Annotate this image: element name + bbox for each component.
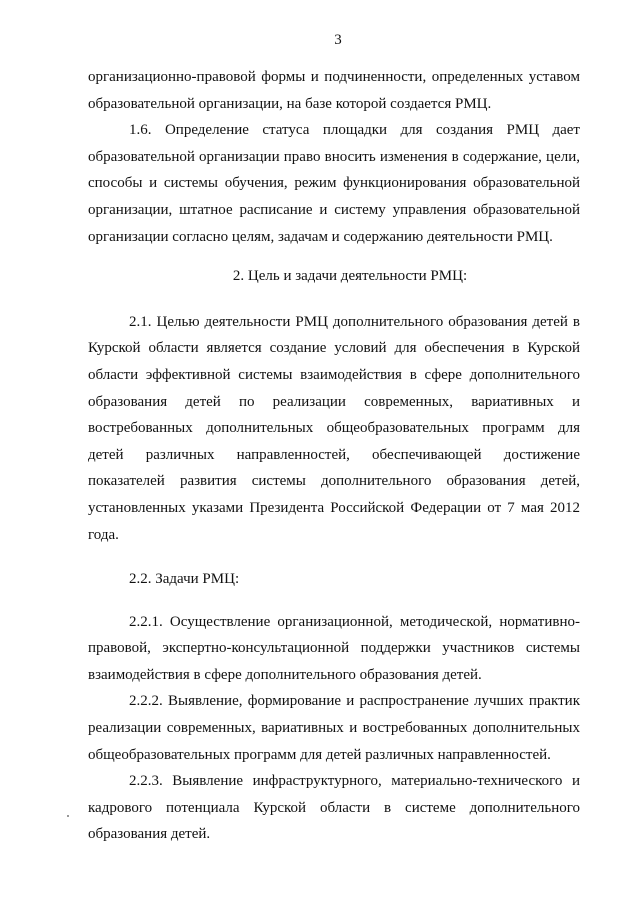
section-heading-2: 2. Цель и задачи деятельности РМЦ: bbox=[232, 268, 468, 285]
document-body bbox=[88, 64, 580, 848]
scan-speck bbox=[67, 815, 69, 817]
paragraph-2-2-1: 2.2.1. Осуществление организационной, методической, нормативно-правовой, экспертно-консультационной поддержки участников системы взаимодействия в сфере дополнительного образования детей. bbox=[88, 613, 580, 683]
paragraph-2-2-3: 2.2.3. Выявление инфраструктурного, материально-технического и кадрового потенциала Курской области в системе дополнительного образования детей. bbox=[88, 773, 580, 843]
paragraph-2-2: 2.2. Задачи РМЦ: bbox=[129, 571, 240, 588]
paragraph-1-6: 1.6. Определение статуса площадки для создания РМЦ дает образовательной организации право вносить изменения в содержание, цели, способы и системы обучения, режим функционирования образовательной организации, штатное расписание и систему управления образовательной организации согласно целям, задачам и содержанию деятельности РМЦ. bbox=[88, 122, 580, 245]
paragraph-2-2-2: 2.2.2. Выявление, формирование и распространение лучших практик реализации современных, вариативных и востребованных дополнительных общеобразовательных программ для детей различных направленностей. bbox=[88, 693, 580, 763]
paragraph-2-1: 2.1. Целью деятельности РМЦ дополнительного образования детей в Курской области является создание условий для обеспечения в Курской области эффективной системы взаимодействия в сфере дополнительного образования детей по реализации современных, вариативных и востребованных дополнительных общеобразовательных программ для детей различных направленностей, обеспечивающей достижение показателей развития системы дополнительного образования детей, установленных указами Президента Российской Федерации от 7 мая 2012 года. bbox=[88, 313, 580, 543]
paragraph-continuation: организационно-правовой формы и подчиненности, определенных уставом образовательной организации, на базе которой создается РМЦ. bbox=[88, 69, 580, 112]
page-number: 3 bbox=[334, 32, 342, 48]
